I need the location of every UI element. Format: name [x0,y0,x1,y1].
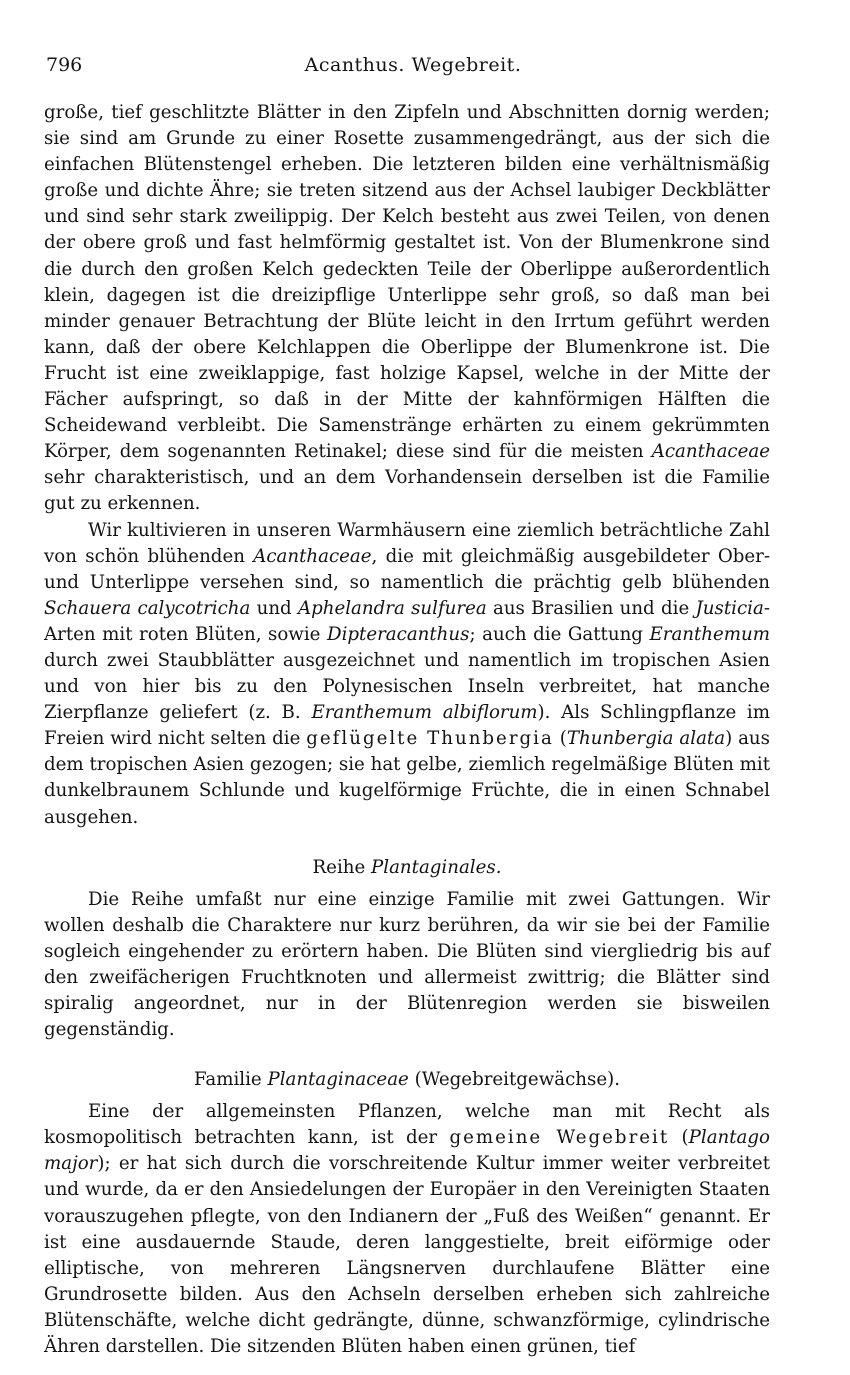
taxon-name: Schauera calycotricha [44,597,251,619]
paragraph-plantaginales [44,887,770,1044]
text-run: sehr charakteristisch, und an dem Vorhandensein derselben ist die Familie gut zu erkennen. [44,467,770,515]
taxon-name: Plantaginales. [371,856,502,878]
taxon-name: Plantaginaceae [267,1069,409,1091]
heading-prefix: Reihe [312,856,372,878]
emphasized-common-name: gemeine Wegebreit [449,1127,670,1149]
page-header [46,54,780,84]
taxon-name: Aphelandra sulfurea [297,597,487,619]
text-run: große, tief geschlitzte Blätter in den Zipfeln und Abschnitten dornig werden; sie sind am Grunde zu einer Rosette zusammengedrängt, aus der sich die einfachen Blütenstengel erheben. Die letzteren bilden eine verhältnismäßig große und dichte Ähre; sie treten sitzend aus der Achsel laubiger Deckblätter und sind sehr stark zweilippig. Der Kelch besteht aus zwei Teilen, von denen der obere groß und fast helmförmig gestaltet ist. Von der Blumenkrone sind die durch den großen Kelch gedeckten Teile der Oberlippe außerordentlich klein, dagegen ist die dreizipflige Unterlippe sehr groß, so daß man bei minder genauer Betrachtung der Blüte leicht in den Irrtum geführt werden kann, daß der obere Kelchlappen die Oberlippe der Blumenkrone ist. Die Frucht ist eine zweiklappige, fast holzige Kapsel, welche in der Mitte der Fächer aufspringt, so daß in der Mitte der kahnförmigen Hälften die Scheidewand verbleibt. Die Samenstränge erhärten zu einem gekrümmten Körper, dem sogenannten Retinakel; diese sind für die meisten [44,102,770,463]
heading-prefix: Familie [194,1069,268,1091]
taxon-name: Eranthemum [649,623,770,645]
taxon-name: Plantago major [44,1127,770,1175]
taxon-name: Thunbergia alata [566,728,726,750]
text-run: -Arten mit roten Blüten, sowie [44,597,770,645]
heading-suffix: (Wegebreitgewächse). [408,1069,620,1091]
text-run: Wir kultivieren in unseren Warmhäusern eine ziemlich beträchtliche Zahl von schön blühenden [44,519,770,567]
taxon-name: Acanthaceae [651,441,770,463]
page-body [44,100,770,1360]
taxon-name: Acanthaceae [253,545,372,567]
text-run: ); er hat sich durch die vorschreitende Kultur immer weiter verbreitet und wurde, da er den Ansiedelungen der Europäer in den Vereinigten Staaten vorauszugehen pflegte, von den Indianern der „Fuß des Weißen“ genannt. Er ist eine ausdauernde Staude, deren langgestielte, breit eiförmige oder elliptische, von mehreren Längsnerven durchlaufene Blätter eine Grundrosette bilden. Aus den Achseln derselben erheben sich zahlreiche Blütenschäfte, welche dicht gedrängte, dünne, schwanzförmige, cylindrische Ähren darstellen. Die sitzenden Blüten haben einen grünen, tief [44,1153,770,1358]
text-run: ; auch die Gattung [469,623,650,645]
paragraph-acanthus-description [44,100,770,518]
page-number: 796 [46,54,83,76]
emphasized-common-name: geflügelte Thunbergia [306,728,554,750]
text-run: ( [553,728,567,750]
text-run: ) aus dem tropischen Asien gezogen; sie hat gelbe, ziemlich regelmäßige Blüten mit dunkelbraunem Schlunde und kugelförmige Früchte, die in einen Schnabel ausgehen. [44,728,770,828]
taxon-name: Justicia [695,597,764,619]
text-run: aus Brasilien und die [486,597,696,619]
text-run: Eine der allgemeinsten Pflanzen, welche man mit Recht als kosmopolitisch betrachten kann, ist der [44,1101,770,1149]
text-run: durch zwei Staubblätter ausgezeichnet und namentlich im tropischen Asien und von hier bis zu den Polynesischen Inseln verbreitet, hat manche Zierpflanze geliefert (z. B. [44,649,770,724]
section-heading-plantaginaceae [44,1067,770,1093]
text-run: , die mit gleichmäßig ausgebildeter Ober- und Unterlippe versehen sind, so namentlich die prächtig gelb blühenden [44,545,770,593]
text-run: und [250,597,298,619]
text-run: ( [669,1127,689,1149]
taxon-name: Dipteracanthus [326,623,470,645]
section-heading-plantaginales [44,855,770,881]
text-run: Die Reihe umfaßt nur eine einzige Familie mit zwei Gattungen. Wir wollen deshalb die Charaktere nur kurz berühren, da wir sie bei der Familie sogleich eingehender zu erörtern haben. Die Blüten sind viergliedrig bis auf den zweifächerigen Fruchtknoten und allermeist zwittrig; die Blätter sind spiralig angeordnet, nur in der Blütenregion werden sie bisweilen gegenständig. [44,888,770,1041]
paragraph-plantago-major [44,1099,770,1360]
taxon-name: Eranthemum albiflorum [311,702,538,724]
text-run: ). Als Schlingpflanze im Freien wird nicht selten die [44,702,770,750]
paragraph-cultivated-acanthaceae [44,518,770,831]
running-head: Acanthus. Wegebreit. [304,54,522,76]
